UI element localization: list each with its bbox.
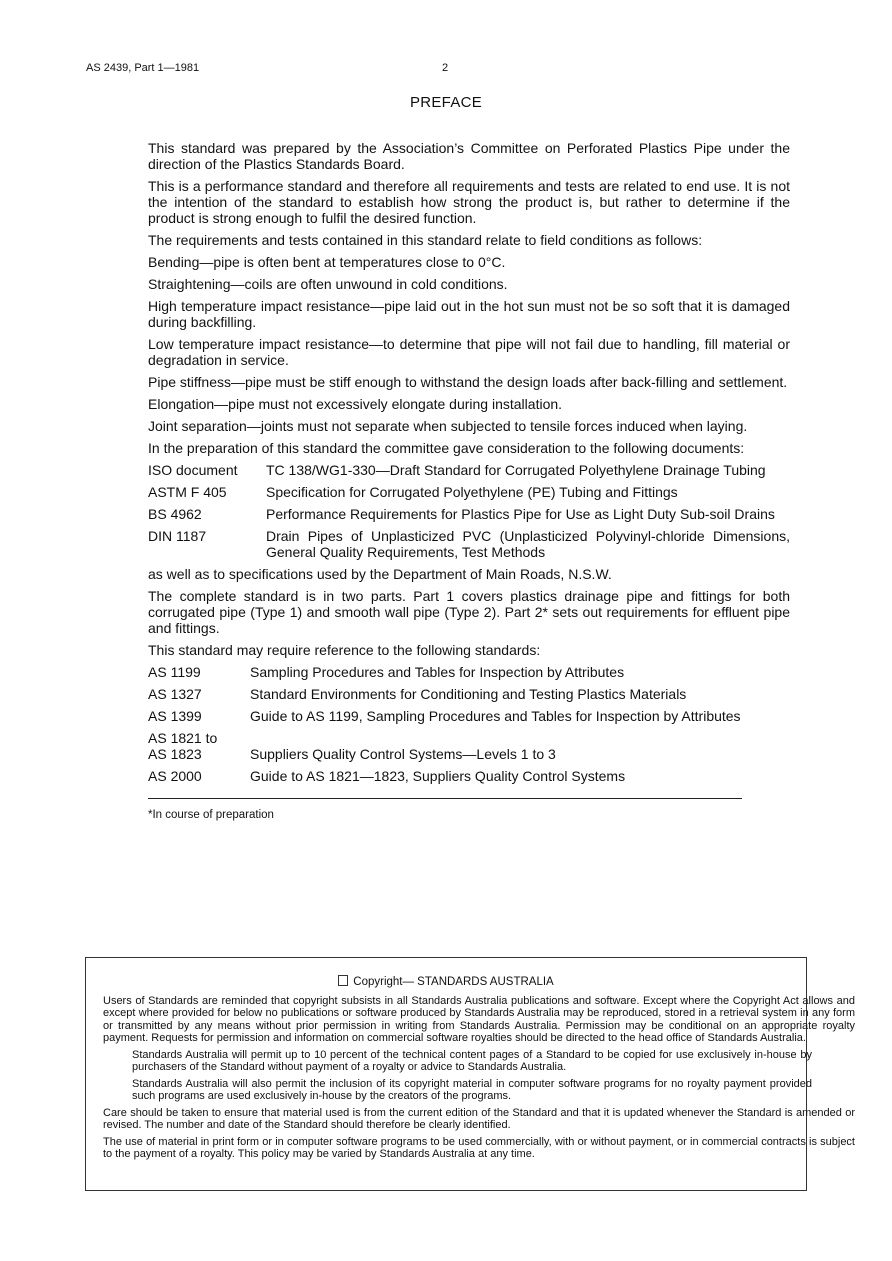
document-desc: Specification for Corrugated Polyethylene (PE) Tubing and Fittings — [266, 484, 678, 500]
standard-code: AS 1823 — [148, 746, 202, 762]
header-standard-ref: AS 2439, Part 1—1981 — [86, 62, 200, 74]
standard-row — [148, 686, 790, 702]
standard-desc: Guide to AS 1821—1823, Suppliers Quality Control Systems — [250, 768, 626, 784]
standard-desc: Guide to AS 1199, Sampling Procedures and Tables for Inspection by Attributes — [250, 708, 741, 724]
standard-row — [148, 768, 790, 784]
standard-row — [148, 708, 790, 724]
standard-row — [148, 746, 790, 762]
intro-paragraph: The requirements and tests contained in this standard relate to field conditions as follows: — [148, 232, 703, 248]
document-desc: TC 138/WG1-330—Draft Standard for Corrugated Polyethylene Drainage Tubing — [266, 462, 766, 478]
document-row — [148, 528, 790, 560]
intro-paragraph: In the preparation of this standard the committee gave consideration to the following documents: — [148, 440, 745, 456]
field-condition-item: Elongation—pipe must not excessively elongate during installation. — [148, 396, 563, 412]
standard-code: AS 1399 — [148, 708, 202, 724]
standard-code: AS 1821 to — [148, 730, 218, 746]
preface-body — [148, 140, 790, 823]
copyright-title — [86, 975, 806, 989]
standard-desc: Suppliers Quality Control Systems—Levels 1 to 3 — [250, 746, 556, 762]
documents-list — [148, 462, 790, 560]
body-paragraph: This standard may require reference to the following standards: — [148, 642, 541, 658]
document-code: BS 4962 — [148, 506, 202, 522]
document-desc: Performance Requirements for Plastics Pipe for Use as Light Duty Sub-soil Drains — [266, 506, 775, 522]
document-row — [148, 462, 790, 478]
document-code: DIN 1187 — [148, 528, 207, 544]
document-code: ISO document — [148, 462, 238, 478]
field-condition-item: High temperature impact resistance—pipe laid out in the hot sun must not be so soft that it is damaged during backfilling. — [148, 298, 790, 330]
footnote-divider — [148, 798, 742, 799]
document-row — [148, 506, 790, 522]
standard-desc: Standard Environments for Conditioning and Testing Plastics Materials — [250, 686, 687, 702]
page-number: 2 — [442, 62, 449, 74]
field-condition-item: Straightening—coils are often unwound in cold conditions. — [148, 276, 508, 292]
document-row — [148, 484, 790, 500]
standards-list — [148, 664, 790, 784]
standard-row — [148, 730, 790, 746]
intro-paragraph: This standard was prepared by the Association’s Committee on Perforated Plastics Pipe under the direction of the Plastics Standards Board. — [148, 140, 790, 172]
intro-paragraph: This is a performance standard and therefore all requirements and tests are related to end use. It is not the intention of the standard to establish how strong the product is, but rather to determine if the product is strong enough to fulfil the desired function. — [148, 178, 790, 226]
page-title: PREFACE — [409, 94, 483, 111]
copyright-icon — [338, 975, 348, 986]
copyright-paragraph: The use of material in print form or in computer software programs to be used commercially, with or without payment, or in commercial contracts is subject to the payment of a royalty. This policy may be varied by Standards Australia at any time. — [103, 1135, 855, 1160]
copyright-paragraph: Standards Australia will permit up to 10 percent of the technical content pages of a Standard to be copied for use exclusively in-house by purchasers of the Standard without payment of a royalty or advice to Standards Australia. — [132, 1048, 812, 1073]
field-condition-item: Low temperature impact resistance—to determine that pipe will not fail due to handling, fill material or degradation in service. — [148, 336, 790, 368]
standard-desc — [250, 730, 790, 746]
standard-code: AS 2000 — [148, 768, 202, 784]
copyright-paragraph: Standards Australia will also permit the inclusion of its copyright material in computer software programs for no royalty payment provided such programs are used exclusively in-house by the creators of the programs. — [132, 1077, 812, 1102]
document-code: ASTM F 405 — [148, 484, 227, 500]
standard-code: AS 1327 — [148, 686, 202, 702]
footnote: *In course of preparation — [148, 809, 274, 821]
body-paragraph: The complete standard is in two parts. Part 1 covers plastics drainage pipe and fittings for both corrugated pipe (Type 1) and smooth wall pipe (Type 2). Part 2* sets out requirements for effluent pipe and fittings. — [148, 588, 790, 636]
field-condition-item: Bending—pipe is often bent at temperatures close to 0°C. — [148, 254, 506, 270]
field-condition-item: Pipe stiffness—pipe must be stiff enough to withstand the design loads after back-filling and settlement. — [148, 374, 788, 390]
copyright-notice-box — [85, 957, 855, 1191]
copyright-title-text: Copyright— STANDARDS AUSTRALIA — [353, 976, 554, 988]
standard-code: AS 1199 — [148, 664, 201, 680]
document-desc: Drain Pipes of Unplasticized PVC (Unplasticized Polyvinyl-chloride Dimensions, General Quality Requirements, Test Methods — [266, 528, 790, 560]
copyright-paragraph: Users of Standards are reminded that copyright subsists in all Standards Australia publications and software. Except where the Copyright Act allows and except where provided for below no publications or software produced by Standards Australia may be reproduced, stored in a retrieval system in any form or transmitted by any means without prior permission in writing from Standards Australia. Permission may be conditional on an appropriate royalty payment. Requests for permission and information on commercial software royalties should be directed to the head office of Standards Australia. — [103, 994, 855, 1044]
standard-row — [148, 664, 790, 680]
body-paragraph: as well as to specifications used by the Department of Main Roads, N.S.W. — [148, 566, 612, 582]
standard-desc: Sampling Procedures and Tables for Inspection by Attributes — [250, 664, 625, 680]
copyright-paragraph: Care should be taken to ensure that material used is from the current edition of the Standard and that it is updated whenever the Standard is amended or revised. The number and date of the Standard should therefore be clearly identified. — [103, 1106, 855, 1131]
field-condition-item: Joint separation—joints must not separate when subjected to tensile forces induced when laying. — [148, 418, 748, 434]
